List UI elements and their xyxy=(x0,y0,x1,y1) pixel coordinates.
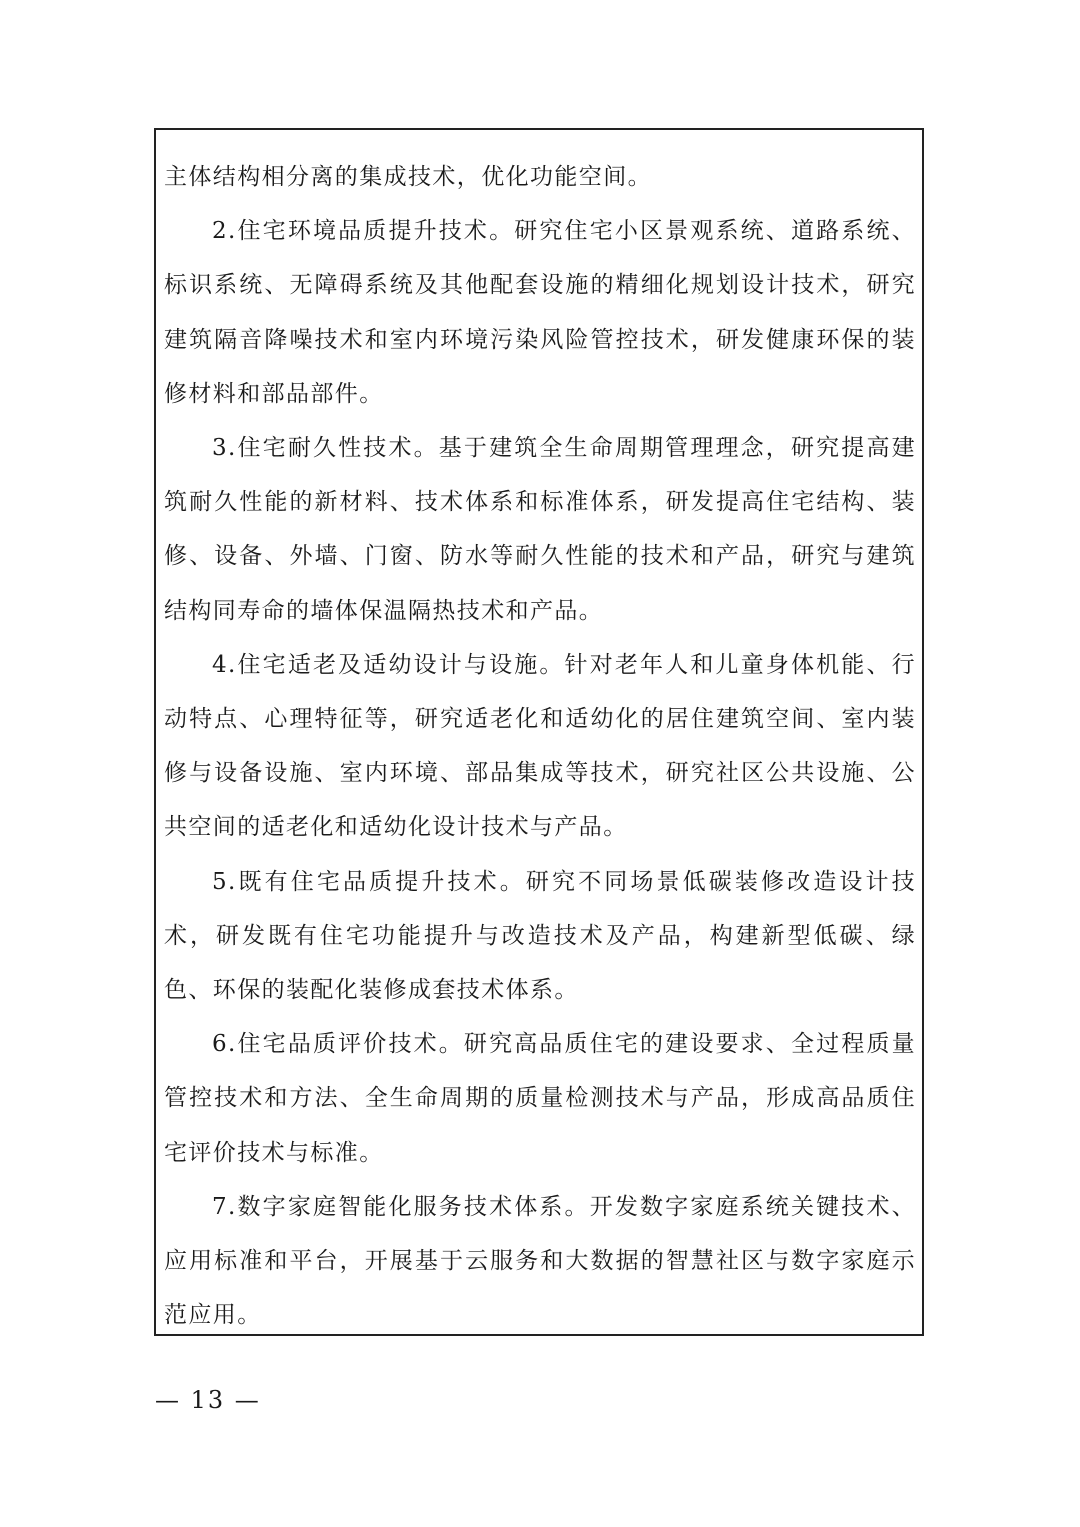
paragraph-continuation: 主体结构相分离的集成技术，优化功能空间。 xyxy=(164,164,652,190)
paragraph-item-3: 3.住宅耐久性技术。基于建筑全生命周期管理理念，研究提高建筑耐久性能的新材料、技术体系和标准体系，研发提高住宅结构、装修、设备、外墙、门窗、防水等耐久性能的技术和产品，研究与建筑结构同寿命的墙体保温隔热技术和产品。 xyxy=(164,435,916,624)
bordered-text-box xyxy=(154,128,924,1336)
document-body xyxy=(164,150,916,1342)
paragraph-item-7: 7.数字家庭智能化服务技术体系。开发数字家庭系统关键技术、应用标准和平台，开展基于云服务和大数据的智慧社区与数字家庭示范应用。 xyxy=(164,1193,916,1329)
page-number: — 13 — xyxy=(155,1386,261,1414)
paragraph-item-5: 5.既有住宅品质提升技术。研究不同场景低碳装修改造设计技术，研发既有住宅功能提升与改造技术及产品，构建新型低碳、绿色、环保的装配化装修成套技术体系。 xyxy=(164,868,916,1004)
paragraph-item-6: 6.住宅品质评价技术。研究高品质住宅的建设要求、全过程质量管控技术和方法、全生命周期的质量检测技术与产品，形成高品质住宅评价技术与标准。 xyxy=(164,1031,916,1166)
paragraph-item-2: 2.住宅环境品质提升技术。研究住宅小区景观系统、道路系统、标识系统、无障碍系统及其他配套设施的精细化规划设计技术，研究建筑隔音降噪技术和室内环境污染风险管控技术，研发健康环保的装修材料和部品部件。 xyxy=(164,218,916,407)
paragraph-item-4: 4.住宅适老及适幼设计与设施。针对老年人和儿童身体机能、行动特点、心理特征等，研究适老化和适幼化的居住建筑空间、室内装修与设备设施、室内环境、部品集成等技术，研究社区公共设施、公共空间的适老化和适幼化设计技术与产品。 xyxy=(164,651,916,841)
